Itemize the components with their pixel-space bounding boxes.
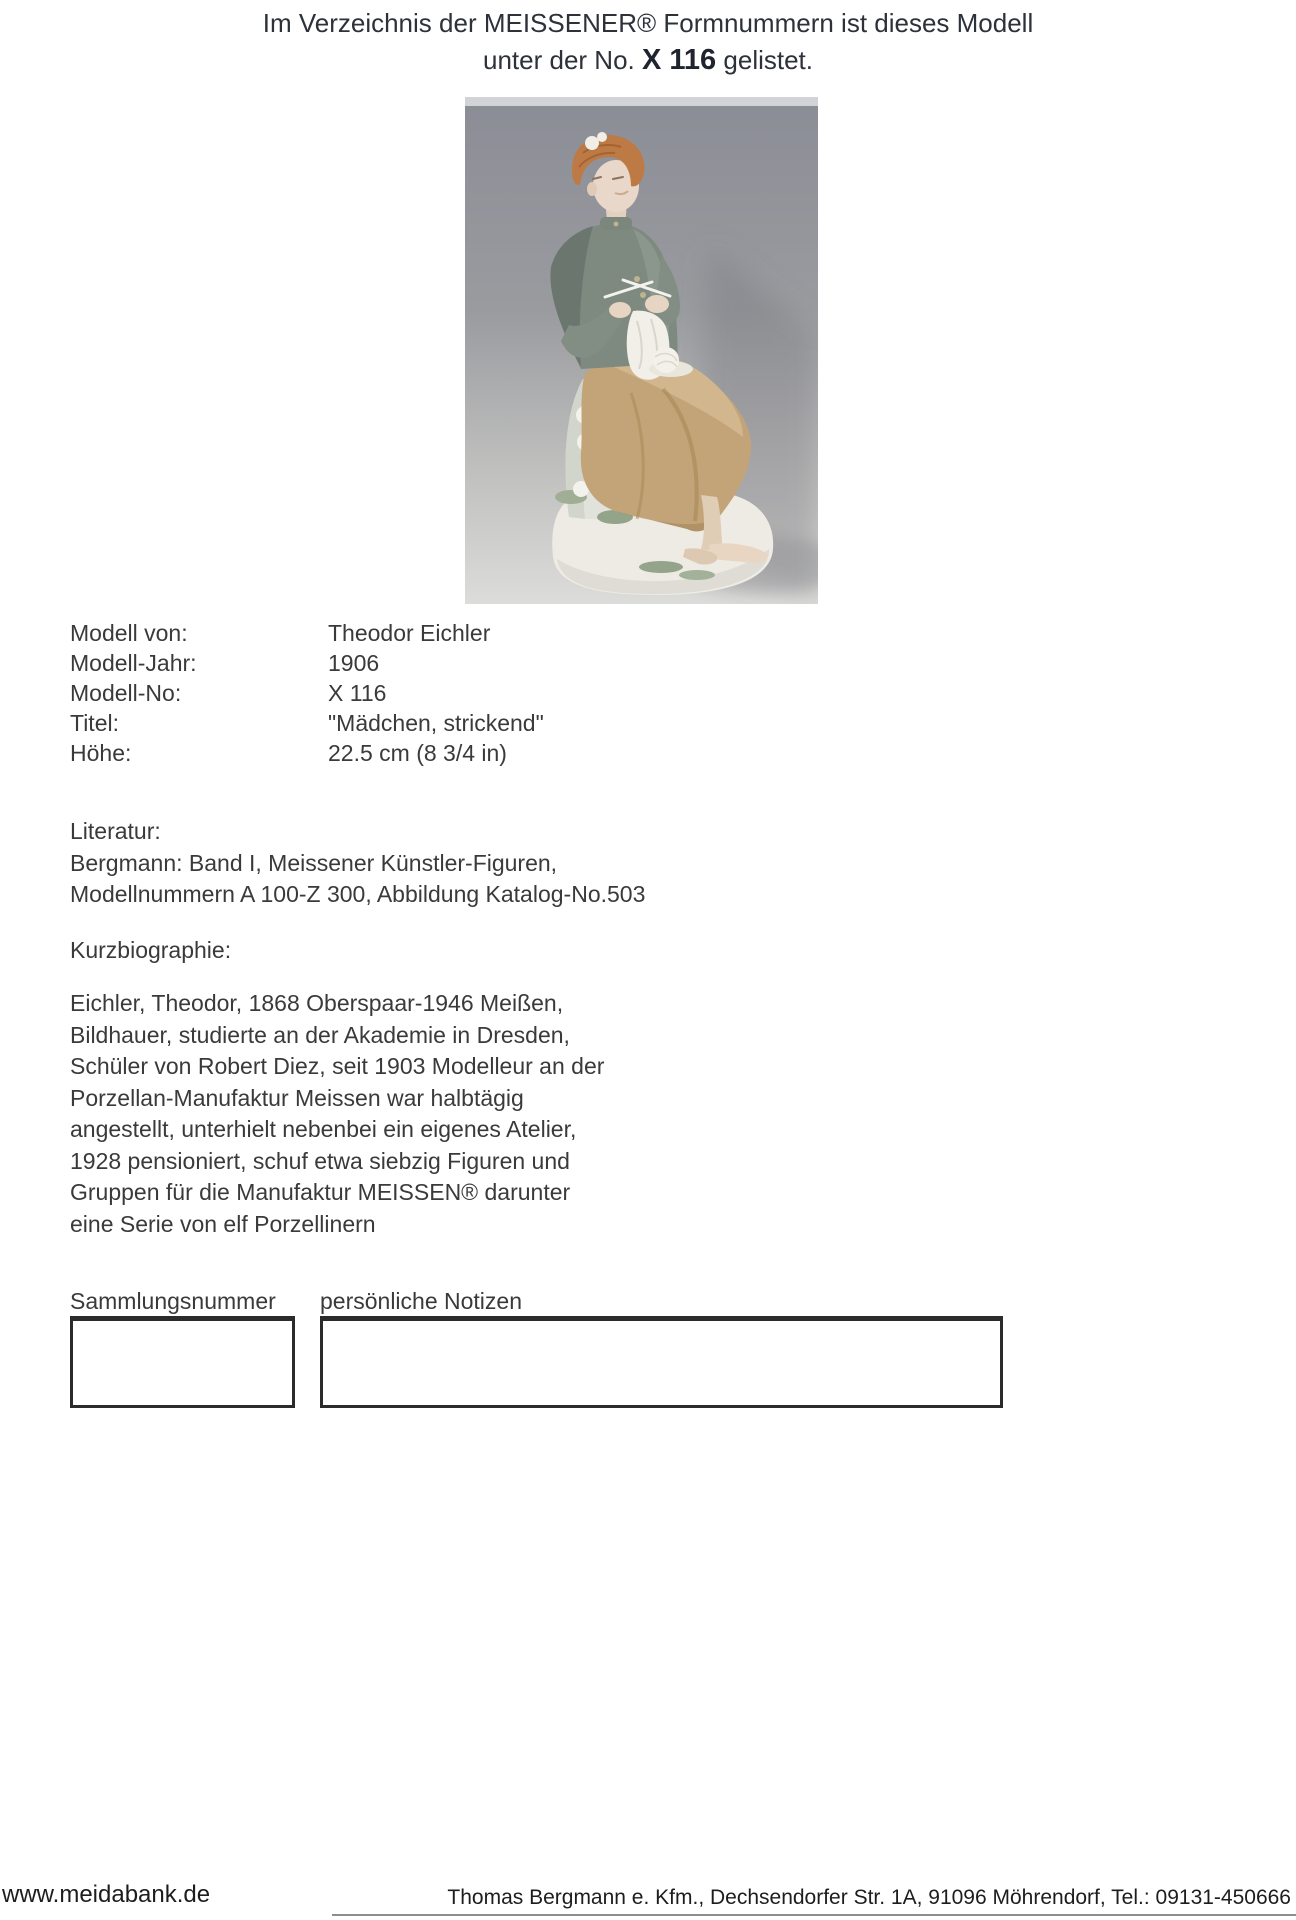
- detail-label: Modell von:: [70, 620, 188, 646]
- detail-label: Modell-Jahr:: [70, 650, 197, 676]
- literatur-line: Bergmann: Band I, Meissener Künstler-Figuren,: [70, 850, 558, 876]
- footer-divider: [332, 1914, 1296, 1916]
- biography-line: eine Serie von elf Porzellinern: [70, 1210, 376, 1237]
- biography-line: 1928 pensioniert, schuf etwa siebzig Figuren und: [70, 1147, 570, 1174]
- detail-label: Modell-No:: [70, 680, 182, 706]
- literatur-line: Modellnummern A 100-Z 300, Abbildung Katalog-No.503: [70, 881, 646, 907]
- biography-line: Gruppen für die Manufaktur MEISSEN® darunter: [70, 1179, 571, 1205]
- biography-line: Bildhauer, studierte an der Akademie in Dresden,: [70, 1021, 570, 1048]
- kurzbiographie-heading: Kurzbiographie:: [70, 937, 232, 963]
- detail-value: "Mädchen, strickend": [328, 710, 544, 736]
- footer-website: www.meidabank.de: [2, 1881, 211, 1908]
- literatur-heading: Literatur:: [70, 818, 161, 844]
- detail-label: Titel:: [70, 710, 119, 736]
- literatur-text: [70, 848, 645, 910]
- figurine-illustration: [465, 97, 818, 604]
- title-line-2: [0, 42, 1296, 79]
- collection-number-label: Sammlungsnummer: [70, 1288, 276, 1314]
- detail-row-modell-jahr: [70, 648, 544, 678]
- detail-value: Theodor Eichler: [328, 620, 491, 646]
- detail-row-modell-von: [70, 618, 544, 648]
- title-model-number: X 116: [641, 44, 717, 76]
- detail-row-titel: [70, 708, 544, 738]
- title-line2-suffix: gelistet.: [716, 45, 813, 75]
- collection-number-box: [70, 1316, 295, 1408]
- page-title: [0, 5, 1296, 79]
- personal-notes-label: persönliche Notizen: [320, 1288, 523, 1314]
- title-line-1: Im Verzeichnis der MEISSENER® Formnummern ist dieses Modell: [262, 8, 1034, 38]
- personal-notes-box: [320, 1316, 1003, 1408]
- detail-label: Höhe:: [70, 740, 132, 766]
- detail-value: X 116: [328, 680, 387, 706]
- footer-contact: Thomas Bergmann e. Kfm., Dechsendorfer Str. 1A, 91096 Möhrendorf, Tel.: 09131-450666: [447, 1886, 1291, 1909]
- model-details: [70, 618, 544, 768]
- detail-value: 22.5 cm (8 3/4 in): [328, 740, 507, 766]
- biography-line: Porzellan-Manufaktur Meissen war halbtägig: [70, 1084, 524, 1111]
- biography-line: angestellt, unterhielt nebenbei ein eigenes Atelier,: [70, 1116, 577, 1142]
- biography-line: Eichler, Theodor, 1868 Oberspaar-1946 Meißen,: [70, 990, 564, 1016]
- detail-row-modell-no: [70, 678, 544, 708]
- kurzbiographie-text: [70, 988, 604, 1240]
- figurine-photo: [465, 97, 818, 604]
- detail-value: 1906: [328, 650, 380, 676]
- title-line2-prefix: unter der No.: [483, 45, 642, 75]
- biography-line: Schüler von Robert Diez, seit 1903 Modelleur an der: [70, 1053, 605, 1079]
- detail-row-hoehe: [70, 738, 544, 768]
